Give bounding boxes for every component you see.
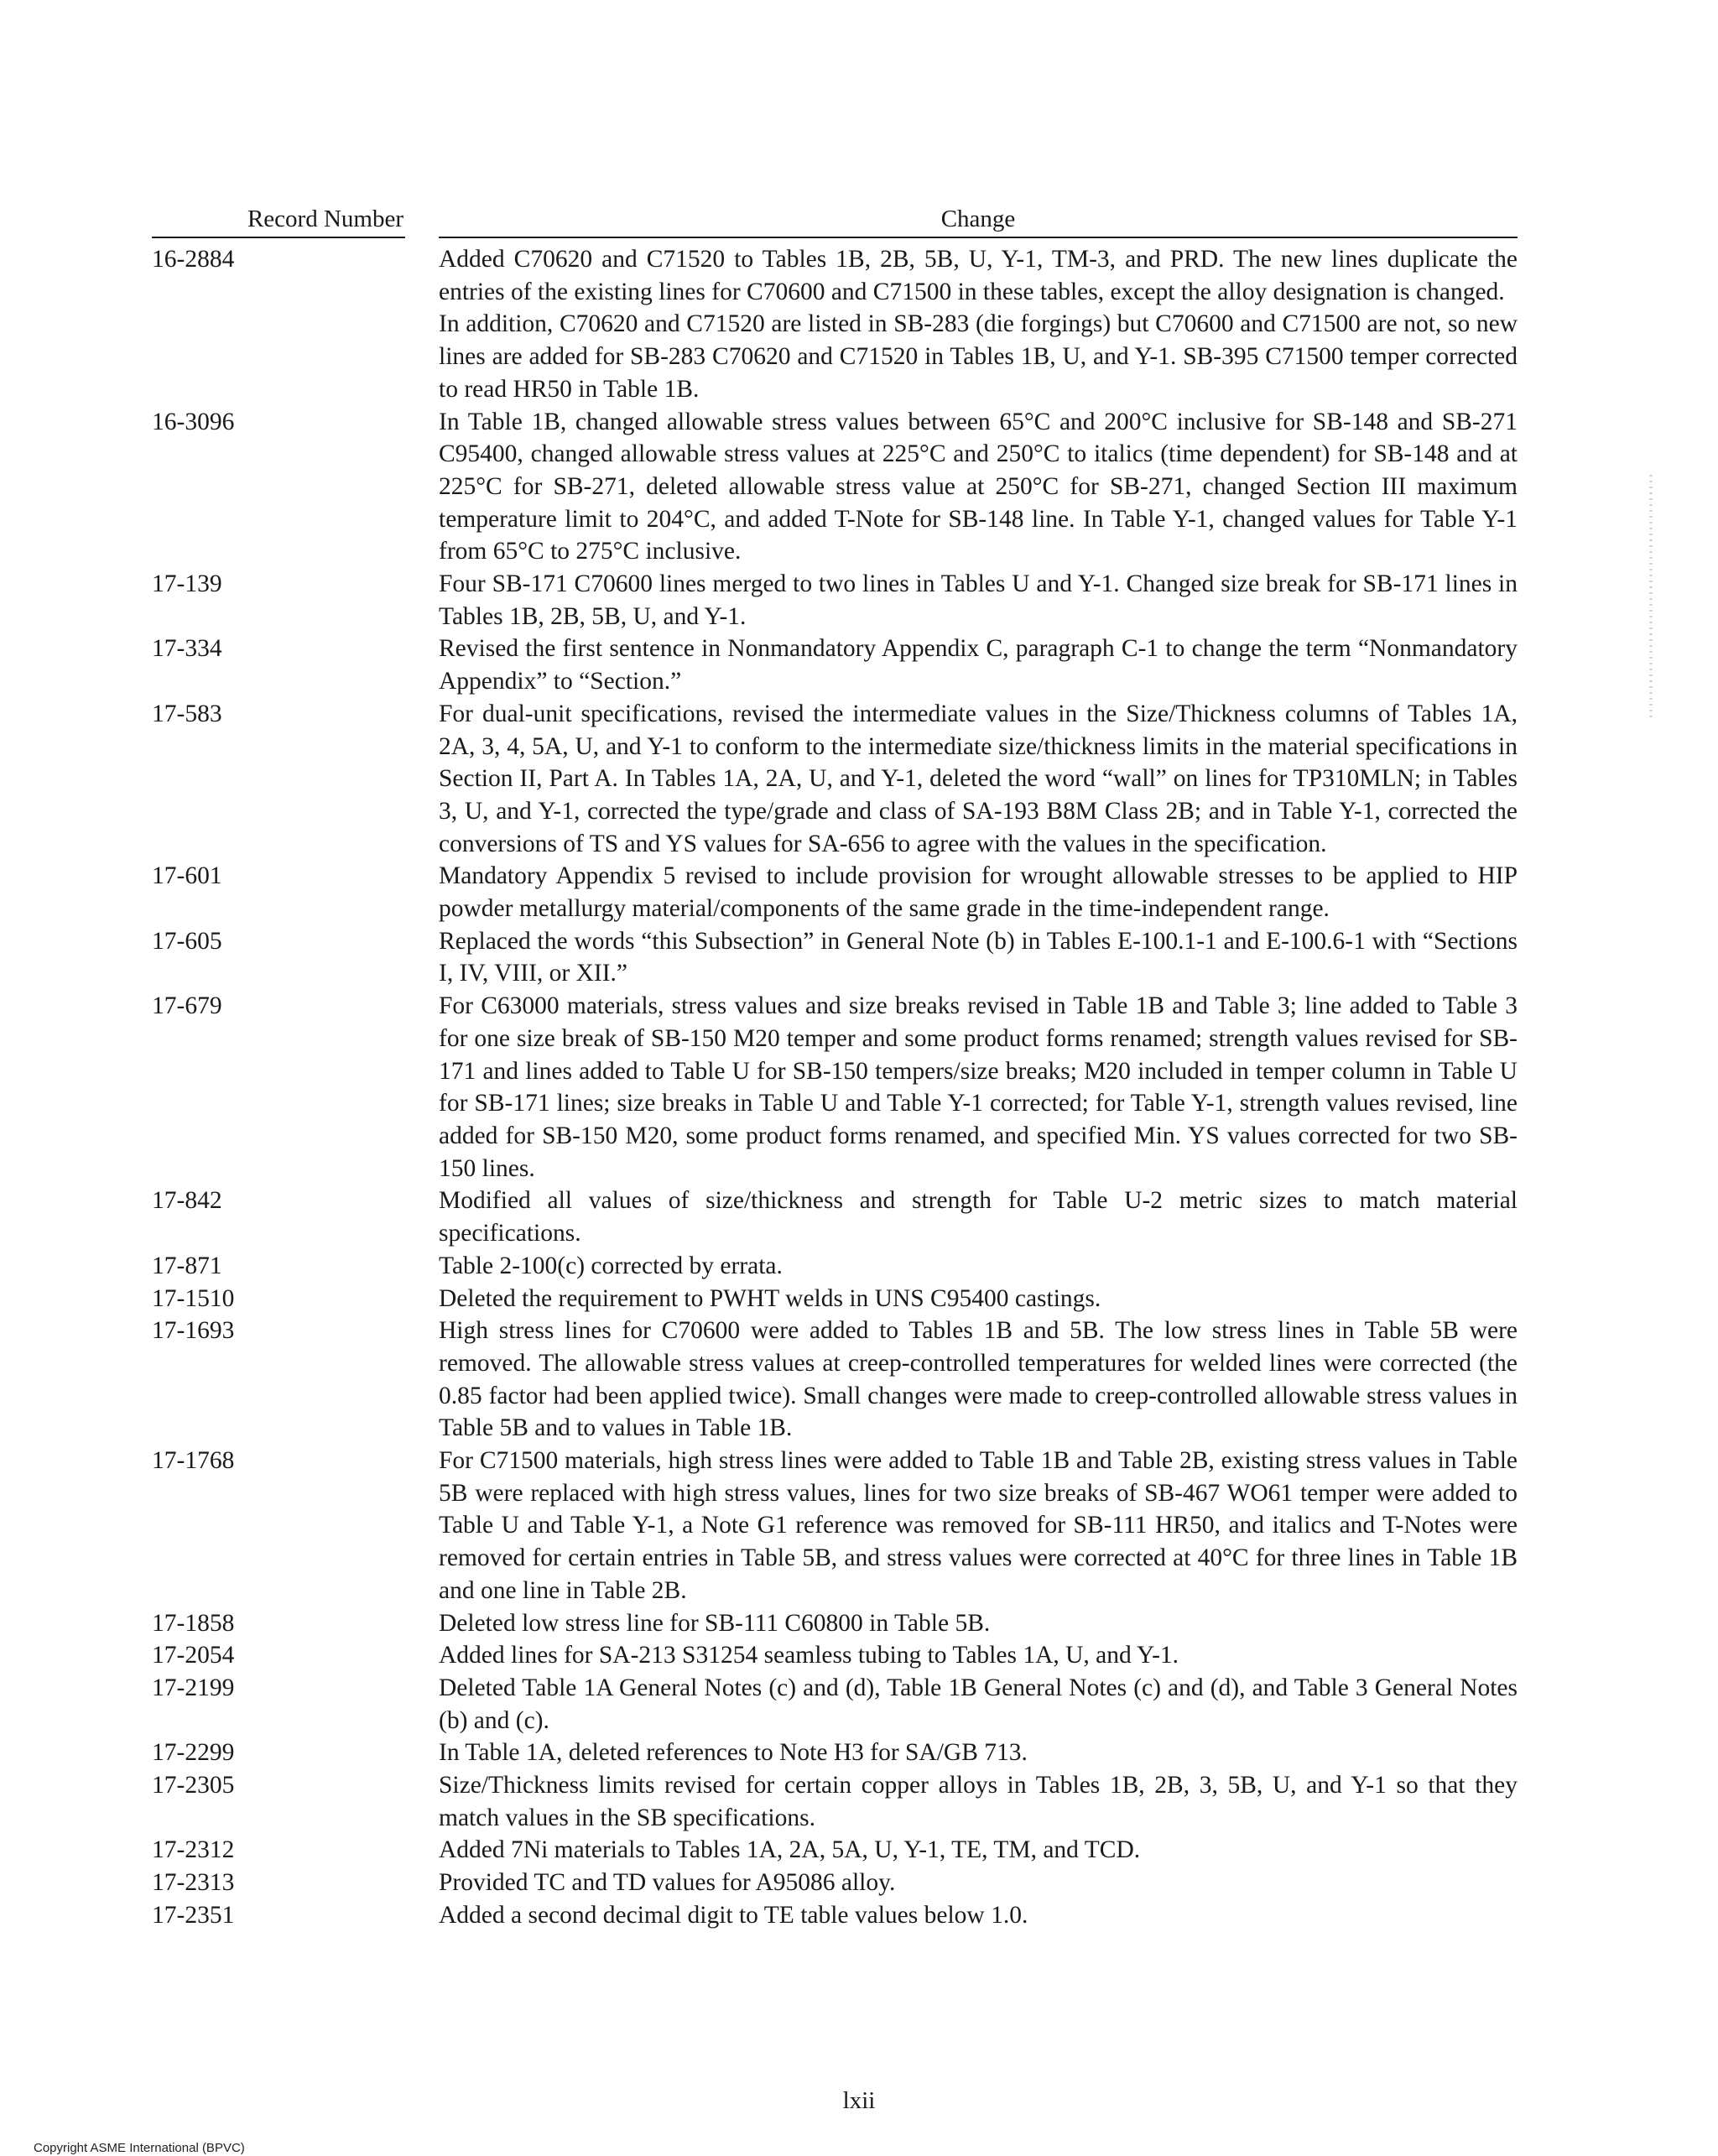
records-list <box>152 243 1518 1932</box>
change-description <box>439 1283 1518 1315</box>
table-header <box>152 200 1518 238</box>
change-description <box>439 860 1518 924</box>
change-description <box>439 633 1518 697</box>
change-description <box>439 1445 1518 1607</box>
table-row <box>152 1185 1518 1249</box>
record-number: 17-2313 <box>152 1869 235 1897</box>
change-description <box>439 1315 1518 1445</box>
record-number: 17-139 <box>152 570 222 598</box>
table-row <box>152 1899 1518 1932</box>
table-row <box>152 925 1518 990</box>
record-number: 16-2884 <box>152 246 235 273</box>
change-description <box>439 990 1518 1185</box>
record-number: 17-605 <box>152 927 222 955</box>
change-description <box>439 1639 1518 1672</box>
change-description <box>439 1250 1518 1283</box>
change-description <box>439 568 1518 633</box>
table-row <box>152 1607 1518 1640</box>
change-paragraph: Deleted low stress line for SB-111 C60800 in Table 5B. <box>439 1609 991 1637</box>
record-number: 17-2312 <box>152 1836 235 1864</box>
record-number: 16-3096 <box>152 408 235 435</box>
change-description <box>439 1737 1518 1769</box>
table-row <box>152 1283 1518 1315</box>
table-row <box>152 860 1518 924</box>
record-number: 17-583 <box>152 700 222 727</box>
table-row <box>152 698 1518 861</box>
change-paragraph: Added lines for SA-213 S31254 seamless tubing to Tables 1A, U, and Y-1. <box>439 1642 1179 1669</box>
change-paragraph: Four SB-171 C70600 lines merged to two lines in Tables U and Y-1. Changed size break for SB-171 lines in Tables 1B, 2B, 5B, U, and Y-1. <box>439 570 1518 630</box>
change-description <box>439 1769 1518 1834</box>
table-row <box>152 568 1518 633</box>
change-paragraph: In Table 1A, deleted references to Note H3 for SA/GB 713. <box>439 1739 1028 1767</box>
change-header: Change <box>439 206 1518 238</box>
table-row <box>152 1834 1518 1867</box>
table-row <box>152 406 1518 569</box>
record-table <box>152 200 1518 1932</box>
change-paragraph: High stress lines for C70600 were added to Tables 1B and 5B. The low stress lines in Table 5B were removed. The allowable stress values at creep-controlled temperatures for welded lines were corrected (the 0.85 factor had been applied twice). Small changes were made to creep-controlled allowable stress values in Table 5B and to values in Table 1B. <box>439 1317 1518 1442</box>
change-paragraph: Provided TC and TD values for A95086 alloy. <box>439 1869 896 1897</box>
change-paragraph: For C63000 materials, stress values and size breaks revised in Table 1B and Table 3; line added to Table 3 for one size break of SB-150 M20 temper and some product forms renamed; strength values revised for SB-171 and lines added to Table U for SB-150 tempers/size breaks; M20 included in temper column in Table U for SB-171 lines; size breaks in Table U and Table Y-1 corrected; for Table Y-1, strength values revised, line added for SB-150 M20, some product forms renamed, and specified Min. YS values corrected for two SB-150 lines. <box>439 992 1518 1182</box>
change-paragraph: Deleted Table 1A General Notes (c) and (d), Table 1B General Notes (c) and (d), and Table 3 General Notes (b) and (c). <box>439 1674 1518 1734</box>
table-row <box>152 1250 1518 1283</box>
table-row <box>152 1315 1518 1445</box>
change-description <box>439 1672 1518 1737</box>
change-paragraph: Mandatory Appendix 5 revised to include provision for wrought allowable stresses to be applied to HIP powder metallurgy material/components of the same grade in the time-independent range. <box>439 862 1518 923</box>
change-paragraph: For C71500 materials, high stress lines were added to Table 1B and Table 2B, existing stress values in Table 5B were replaced with high stress values, lines for two size breaks of SB-467 WO61 temper were added to Table U and Table Y-1, a Note G1 reference was removed for SB-111 HR50, and italics and T-Notes were removed for certain entries in Table 5B, and stress values were corrected at 40°C for three lines in Table 1B and one line in Table 2B. <box>439 1447 1518 1604</box>
change-paragraph: Revised the first sentence in Nonmandatory Appendix C, paragraph C-1 to change the term “Nonmandatory Appendix” to “Section.” <box>439 635 1518 695</box>
record-number: 17-1510 <box>152 1284 235 1312</box>
record-number: 17-601 <box>152 862 222 890</box>
change-description <box>439 1607 1518 1640</box>
change-paragraph: In addition, C70620 and C71520 are listed in SB-283 (die forgings) but C70600 and C71500 are not, so new lines are added for SB-283 C70620 and C71520 in Tables 1B, U, and Y-1. SB-395 C71500 temper corrected to read HR50 in Table 1B. <box>439 310 1518 403</box>
record-number: 17-842 <box>152 1187 222 1215</box>
change-paragraph: For dual-unit specifications, revised the intermediate values in the Size/Thickness columns of Tables 1A, 2A, 3, 4, 5A, U, and Y-1 to conform to the intermediate size/thickness limits in the material specifications in Section II, Part A. In Tables 1A, 2A, U, and Y-1, deleted the word “wall” on lines for TP310MLN; in Tables 3, U, and Y-1, corrected the type/grade and class of SA-193 B8M Class 2B; and in Table Y-1, corrected the conversions of TS and YS values for SA-656 to agree with the values in the specification. <box>439 700 1518 857</box>
record-number: 17-2299 <box>152 1739 235 1767</box>
change-paragraph: Added C70620 and C71520 to Tables 1B, 2B, 5B, U, Y-1, TM-3, and PRD. The new lines duplicate the entries of the existing lines for C70600 and C71500 in these tables, except the alloy designation is changed. <box>439 246 1518 305</box>
change-paragraph: Table 2-100(c) corrected by errata. <box>439 1252 783 1279</box>
change-description <box>439 406 1518 569</box>
table-row <box>152 243 1518 406</box>
change-description <box>439 243 1518 406</box>
record-number: 17-2305 <box>152 1772 235 1799</box>
change-description <box>439 1899 1518 1932</box>
change-description <box>439 698 1518 861</box>
record-number: 17-2199 <box>152 1674 235 1701</box>
table-row <box>152 1672 1518 1737</box>
table-row <box>152 1445 1518 1607</box>
record-number: 17-1858 <box>152 1609 235 1637</box>
change-paragraph: Size/Thickness limits revised for certain copper alloys in Tables 1B, 2B, 3, 5B, U, and Y-1 so that they match values in the SB specifications. <box>439 1772 1518 1831</box>
margin-mark <box>1649 475 1653 718</box>
change-description <box>439 1185 1518 1249</box>
table-row <box>152 990 1518 1185</box>
table-row <box>152 1867 1518 1899</box>
change-description <box>439 1867 1518 1899</box>
page-number: lxii <box>842 2087 876 2114</box>
record-number: 17-334 <box>152 635 222 663</box>
record-number: 17-1768 <box>152 1447 235 1475</box>
table-row <box>152 1769 1518 1834</box>
record-number: 17-2054 <box>152 1642 235 1669</box>
record-number: 17-1693 <box>152 1317 235 1345</box>
change-paragraph: Modified all values of size/thickness and strength for Table U-2 metric sizes to match material specifications. <box>439 1187 1518 1247</box>
change-paragraph: Added a second decimal digit to TE table values below 1.0. <box>439 1901 1028 1929</box>
change-paragraph: Replaced the words “this Subsection” in General Note (b) in Tables E-100.1-1 and E-100.6-1 with “Sections I, IV, VIII, or XII.” <box>439 927 1518 987</box>
record-number: 17-679 <box>152 992 222 1020</box>
record-number-header: Record Number <box>152 206 405 238</box>
copyright-notice: Copyright ASME International (BPVC) <box>34 2141 245 2155</box>
record-number: 17-871 <box>152 1252 222 1279</box>
table-row <box>152 633 1518 697</box>
change-description <box>439 1834 1518 1867</box>
table-row <box>152 1737 1518 1769</box>
change-description <box>439 925 1518 990</box>
change-paragraph: Added 7Ni materials to Tables 1A, 2A, 5A, U, Y-1, TE, TM, and TCD. <box>439 1836 1141 1864</box>
change-paragraph: In Table 1B, changed allowable stress values between 65°C and 200°C inclusive for SB-148 and SB-271 C95400, changed allowable stress values at 225°C and 250°C to italics (time dependent) for SB-148 and at 225°C for SB-271, deleted allowable stress value at 250°C for SB-271, changed Section III maximum temperature limit to 204°C, and added T-Note for SB-148 line. In Table Y-1, changed values for Table Y-1 from 65°C to 275°C inclusive. <box>439 408 1518 565</box>
table-row <box>152 1639 1518 1672</box>
change-paragraph: Deleted the requirement to PWHT welds in UNS C95400 castings. <box>439 1284 1101 1312</box>
record-number: 17-2351 <box>152 1901 235 1929</box>
